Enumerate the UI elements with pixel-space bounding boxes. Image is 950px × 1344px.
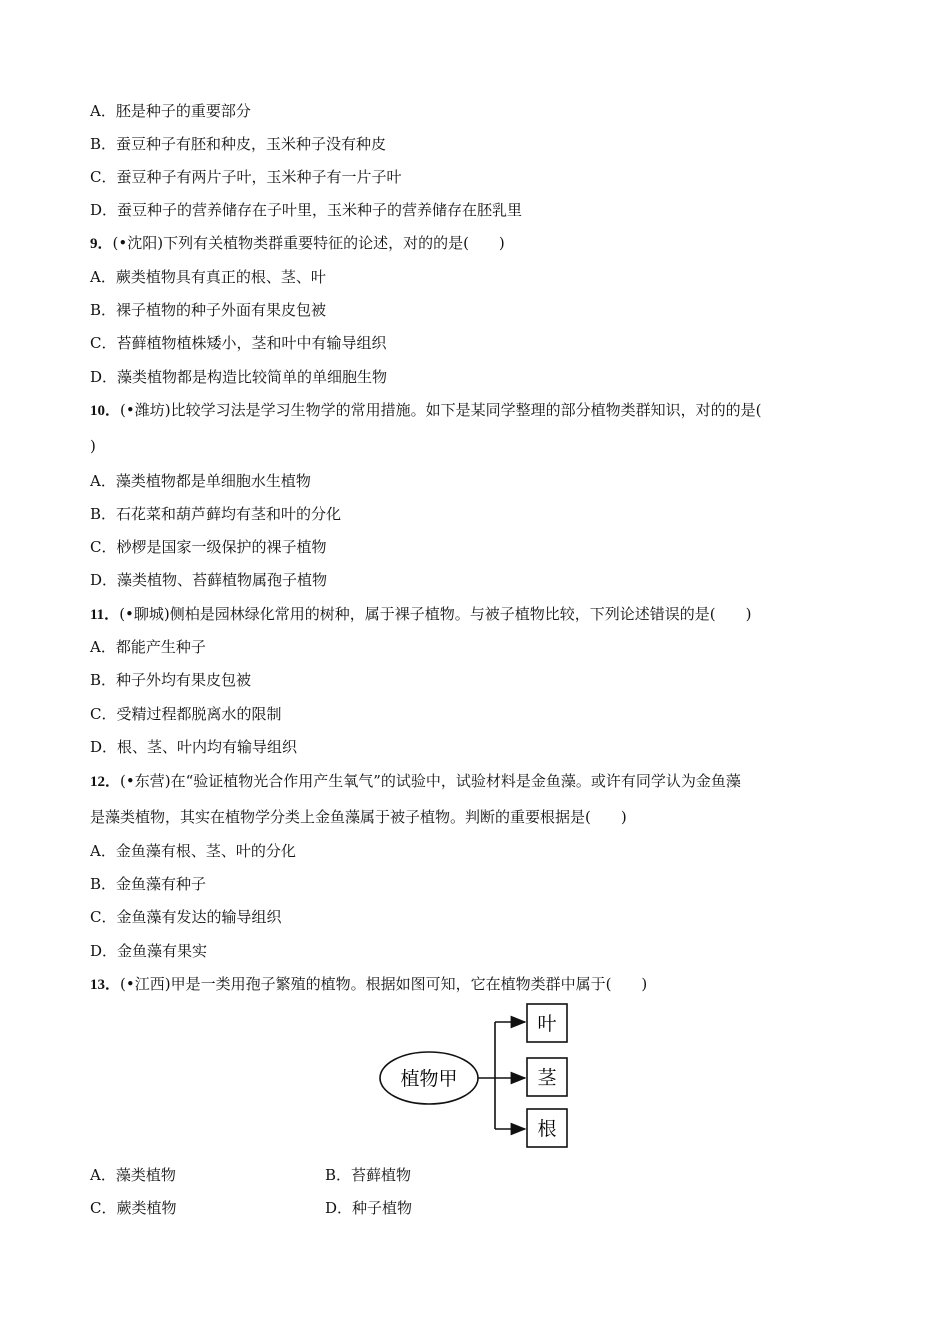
q9-option-a: A．蕨类植物具有真正的根、茎、叶 <box>90 268 326 286</box>
q13-stem-line <box>90 974 647 995</box>
q11-option-c: C．受精过程都脱离水的限制 <box>90 705 282 723</box>
leaf-label: 叶 <box>537 1013 557 1035</box>
q8-option-b: B．蚕豆种子有胚和种皮，玉米种子没有种皮 <box>90 135 387 153</box>
plant-structure-diagram <box>378 1002 573 1150</box>
q9-option-b: B．裸子植物的种子外面有果皮包被 <box>90 301 327 319</box>
q13-option-a: A．藻类植物 <box>90 1166 176 1184</box>
q11-option-b: B．种子外均有果皮包被 <box>90 671 252 689</box>
q11-stem-line <box>90 604 751 625</box>
q10-stem-continued: ) <box>90 437 96 455</box>
q13-option-d: D．种子植物 <box>325 1199 413 1217</box>
q13-stem: (•江西)甲是一类用孢子繁殖的植物。根据如图可知，它在植物类群中属于( ) <box>120 975 648 993</box>
plant-jia-label: 植物甲 <box>400 1068 458 1090</box>
q11-option-d: D．根、茎、叶内均有输导组织 <box>90 738 298 756</box>
q8-option-c: C．蚕豆种子有两片子叶，玉米种子有一片子叶 <box>90 168 402 186</box>
q13-option-b: B．苔藓植物 <box>325 1166 412 1184</box>
q12-stem: (•东营)在“验证植物光合作用产生氧气”的试验中，试验材料是金鱼藻。或许有同学认为金鱼藻 <box>120 772 741 790</box>
q10-stem-line <box>90 400 761 421</box>
q12-number: 12． <box>90 774 121 790</box>
q12-option-c: C．金鱼藻有发达的输导组织 <box>90 908 282 926</box>
stem-label: 茎 <box>537 1067 557 1089</box>
q11-number: 11． <box>90 607 120 623</box>
q13-number: 13． <box>90 977 121 993</box>
q9-option-d: D．藻类植物都是构造比较简单的单细胞生物 <box>90 368 388 386</box>
q9-option-c: C．苔藓植物植株矮小，茎和叶中有输导组织 <box>90 334 387 352</box>
q10-option-b: B．石花菜和葫芦藓均有茎和叶的分化 <box>90 505 342 523</box>
q12-stem-continued: 是藻类植物，其实在植物学分类上金鱼藻属于被子植物。判断的重要根据是( ) <box>90 808 627 826</box>
q10-number: 10． <box>90 403 121 419</box>
q8-option-a: A．胚是种子的重要部分 <box>90 102 251 120</box>
q13-option-c: C．蕨类植物 <box>90 1199 177 1217</box>
q11-stem: (•聊城)侧柏是园林绿化常用的树种，属于裸子植物。与被子植物比较，下列论述错误的是( ) <box>119 605 752 623</box>
q12-stem-line <box>90 771 741 792</box>
q8-option-d: D．蚕豆种子的营养储存在子叶里，玉米种子的营养储存在胚乳里 <box>90 201 523 219</box>
q9-stem: (•沈阳)下列有关植物类群重要特征的论述，对的的是( ) <box>112 234 505 252</box>
q10-option-c: C．桫椤是国家一级保护的裸子植物 <box>90 538 327 556</box>
q12-option-a: A．金鱼藻有根、茎、叶的分化 <box>90 842 296 860</box>
root-label: 根 <box>537 1118 557 1140</box>
q11-option-a: A．都能产生种子 <box>90 638 206 656</box>
q9-number: 9． <box>90 236 113 252</box>
q10-option-a: A．藻类植物都是单细胞水生植物 <box>90 472 311 490</box>
q9-stem-line <box>90 233 505 254</box>
q12-option-d: D．金鱼藻有果实 <box>90 942 208 960</box>
q12-option-b: B．金鱼藻有种子 <box>90 875 207 893</box>
q10-option-d: D．藻类植物、苔藓植物属孢子植物 <box>90 571 328 589</box>
q10-stem: (•潍坊)比较学习法是学习生物学的常用措施。如下是某同学整理的部分植物类群知识，对的的是( <box>120 401 762 419</box>
